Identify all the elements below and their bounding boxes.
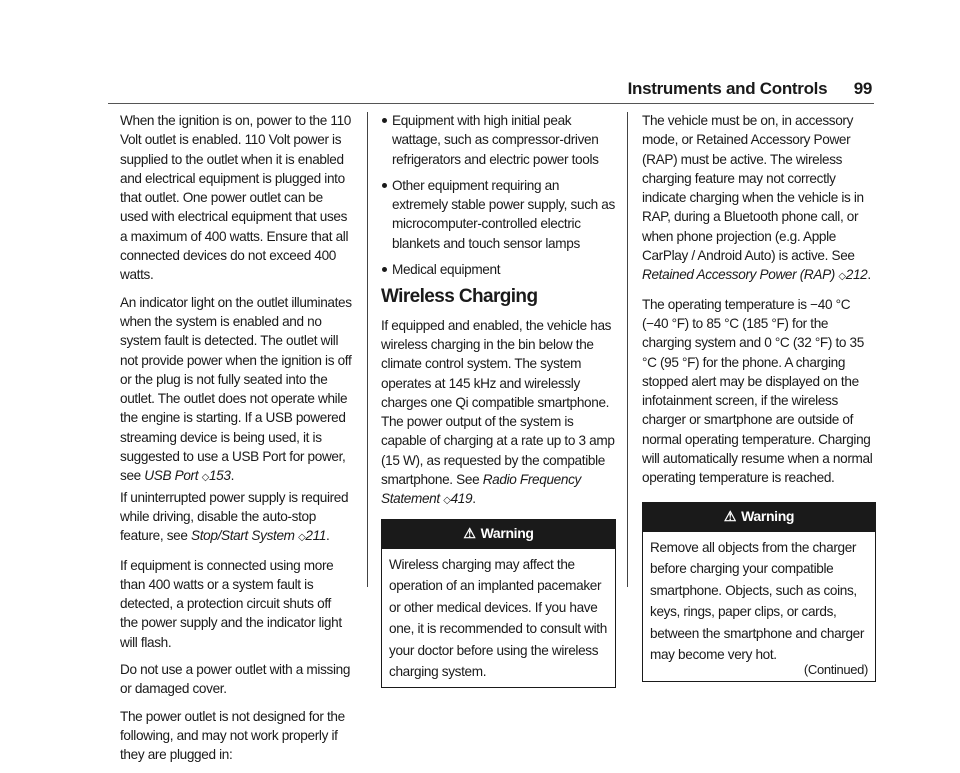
paragraph <box>381 316 616 511</box>
paragraph: The power outlet is not designed for the following, and may not work properly if they are plugged in: <box>120 708 345 763</box>
period: . <box>867 267 871 283</box>
paragraph: When the ignition is on, power to the 110 Volt outlet is enabled. 110 Volt power is supplied to the outlet when it is enabled and electrical equipment is plugged into that outlet. One power outlet can be used with electrical equipment that uses a maximum of 400 watts. Ensure that all connected devices do not exceed 400 watts. <box>120 113 351 283</box>
warning-box <box>381 519 616 688</box>
paragraph <box>120 293 352 488</box>
page-number: 99 <box>853 79 872 98</box>
warning-icon: ⚠ <box>723 507 737 524</box>
paragraph-text: If equipped and enabled, the vehicle has wireless charging in the bin below the climate control system. The system operates at 145 kHz and wirelessly charges one Qi compatible smartphone. The power output of the system is capable of charging at a rate up to 3 amp (15 W), as requested by the compatible smartphone. See <box>381 317 615 488</box>
page-ref-number[interactable]: 211 <box>305 528 327 544</box>
cross-reference-link[interactable]: USB Port <box>144 468 199 484</box>
header-rule <box>108 103 874 104</box>
paragraph <box>120 488 352 548</box>
paragraph: Do not use a power outlet with a missing or damaged cover. <box>120 662 351 697</box>
paragraph-text: If uninterrupted power supply is required while driving, disable the auto-stop feature, see <box>120 489 349 544</box>
bullet-list <box>381 111 616 279</box>
warning-box <box>642 502 876 682</box>
continued-label: (Continued) <box>803 661 868 677</box>
page-ref-number[interactable]: 419 <box>450 491 473 507</box>
list-item: Medical equipment <box>381 260 616 279</box>
cross-reference-link[interactable]: Retained Accessory Power (RAP) <box>642 267 835 283</box>
warning-body: Wireless charging may affect the operation of an implanted pacemaker or other medical devices. If you have one, it is recommended to consult with your doctor before using the wireless charging system. <box>389 556 607 680</box>
warning-body <box>643 532 875 681</box>
list-item: Other equipment requiring an extremely stable power supply, such as microcomputer-controlled electric blankets and touch sensor lamps <box>381 176 616 253</box>
page-ref-icon: ◇ <box>201 472 209 484</box>
paragraph-text: An indicator light on the outlet illuminates when the system is enabled and no system fault is detected. The outlet will not provide power when the ignition is off or the plug is not fully seated into the outlet. The outlet does not operate while the engine is starting. If a USB powered streaming device is being used, it is suggested to use a USB Port for power, see <box>120 294 352 484</box>
paragraph <box>642 111 876 287</box>
warning-header <box>382 520 615 549</box>
paragraph-text: The vehicle must be on, in accessory mode, or Retained Accessory Power (RAP) must be active. The wireless charging feature may not correctly indicate charging when the vehicle is in RAP, during a Bluetooth phone call, or when phone projection (e.g. Apple CarPlay / Android Auto) is active. See <box>642 113 864 264</box>
column-divider-1 <box>367 112 368 587</box>
paragraph: The operating temperature is −40 °C (−40 °F) to 85 °C (185 °F) for the charging system and 0 °C (32 °F) to 35 °C (95 °F) for the phone. A charging stopped alert may be displayed on the infotainment screen, if the wireless charger or smartphone are outside of normal operating temperature. Charging will automatically resume when a normal operating temperature is reached. <box>642 296 873 486</box>
period: . <box>230 468 235 484</box>
section-heading: Wireless Charging <box>381 286 538 308</box>
column-1 <box>120 111 352 773</box>
warning-icon: ⚠ <box>463 524 476 541</box>
list-item: Equipment with high initial peak wattage, such as compressor-driven refrigerators and electric power tools <box>381 111 616 169</box>
paragraph: If equipment is connected using more than 400 watts or a system fault is detected, a protection circuit shuts off the power supply and the indicator light will flash. <box>120 557 342 650</box>
page-ref-number[interactable]: 153 <box>208 468 231 484</box>
page-ref-icon: ◇ <box>298 532 306 544</box>
period: . <box>326 528 330 544</box>
warning-title: Warning <box>741 507 795 524</box>
warning-title: Warning <box>480 524 534 541</box>
page-ref-number[interactable]: 212 <box>845 267 868 283</box>
period: . <box>472 491 476 507</box>
cross-reference-link[interactable]: Radio Frequency Statement <box>381 472 581 507</box>
warning-header <box>643 503 875 532</box>
page-ref-icon: ◇ <box>838 271 846 283</box>
page-header <box>628 79 872 99</box>
column-divider-2 <box>627 112 628 587</box>
cross-reference-link[interactable]: Stop/Start System <box>191 528 295 544</box>
warning-text: Remove all objects from the charger before charging your compatible smartphone. Objects, such as coins, keys, rings, paper clips, or cards, between the smartphone and charger may become very hot. <box>650 539 865 663</box>
column-3 <box>642 111 876 682</box>
column-2 <box>381 111 616 688</box>
page-ref-icon: ◇ <box>443 495 451 507</box>
section-title: Instruments and Controls <box>627 79 828 98</box>
